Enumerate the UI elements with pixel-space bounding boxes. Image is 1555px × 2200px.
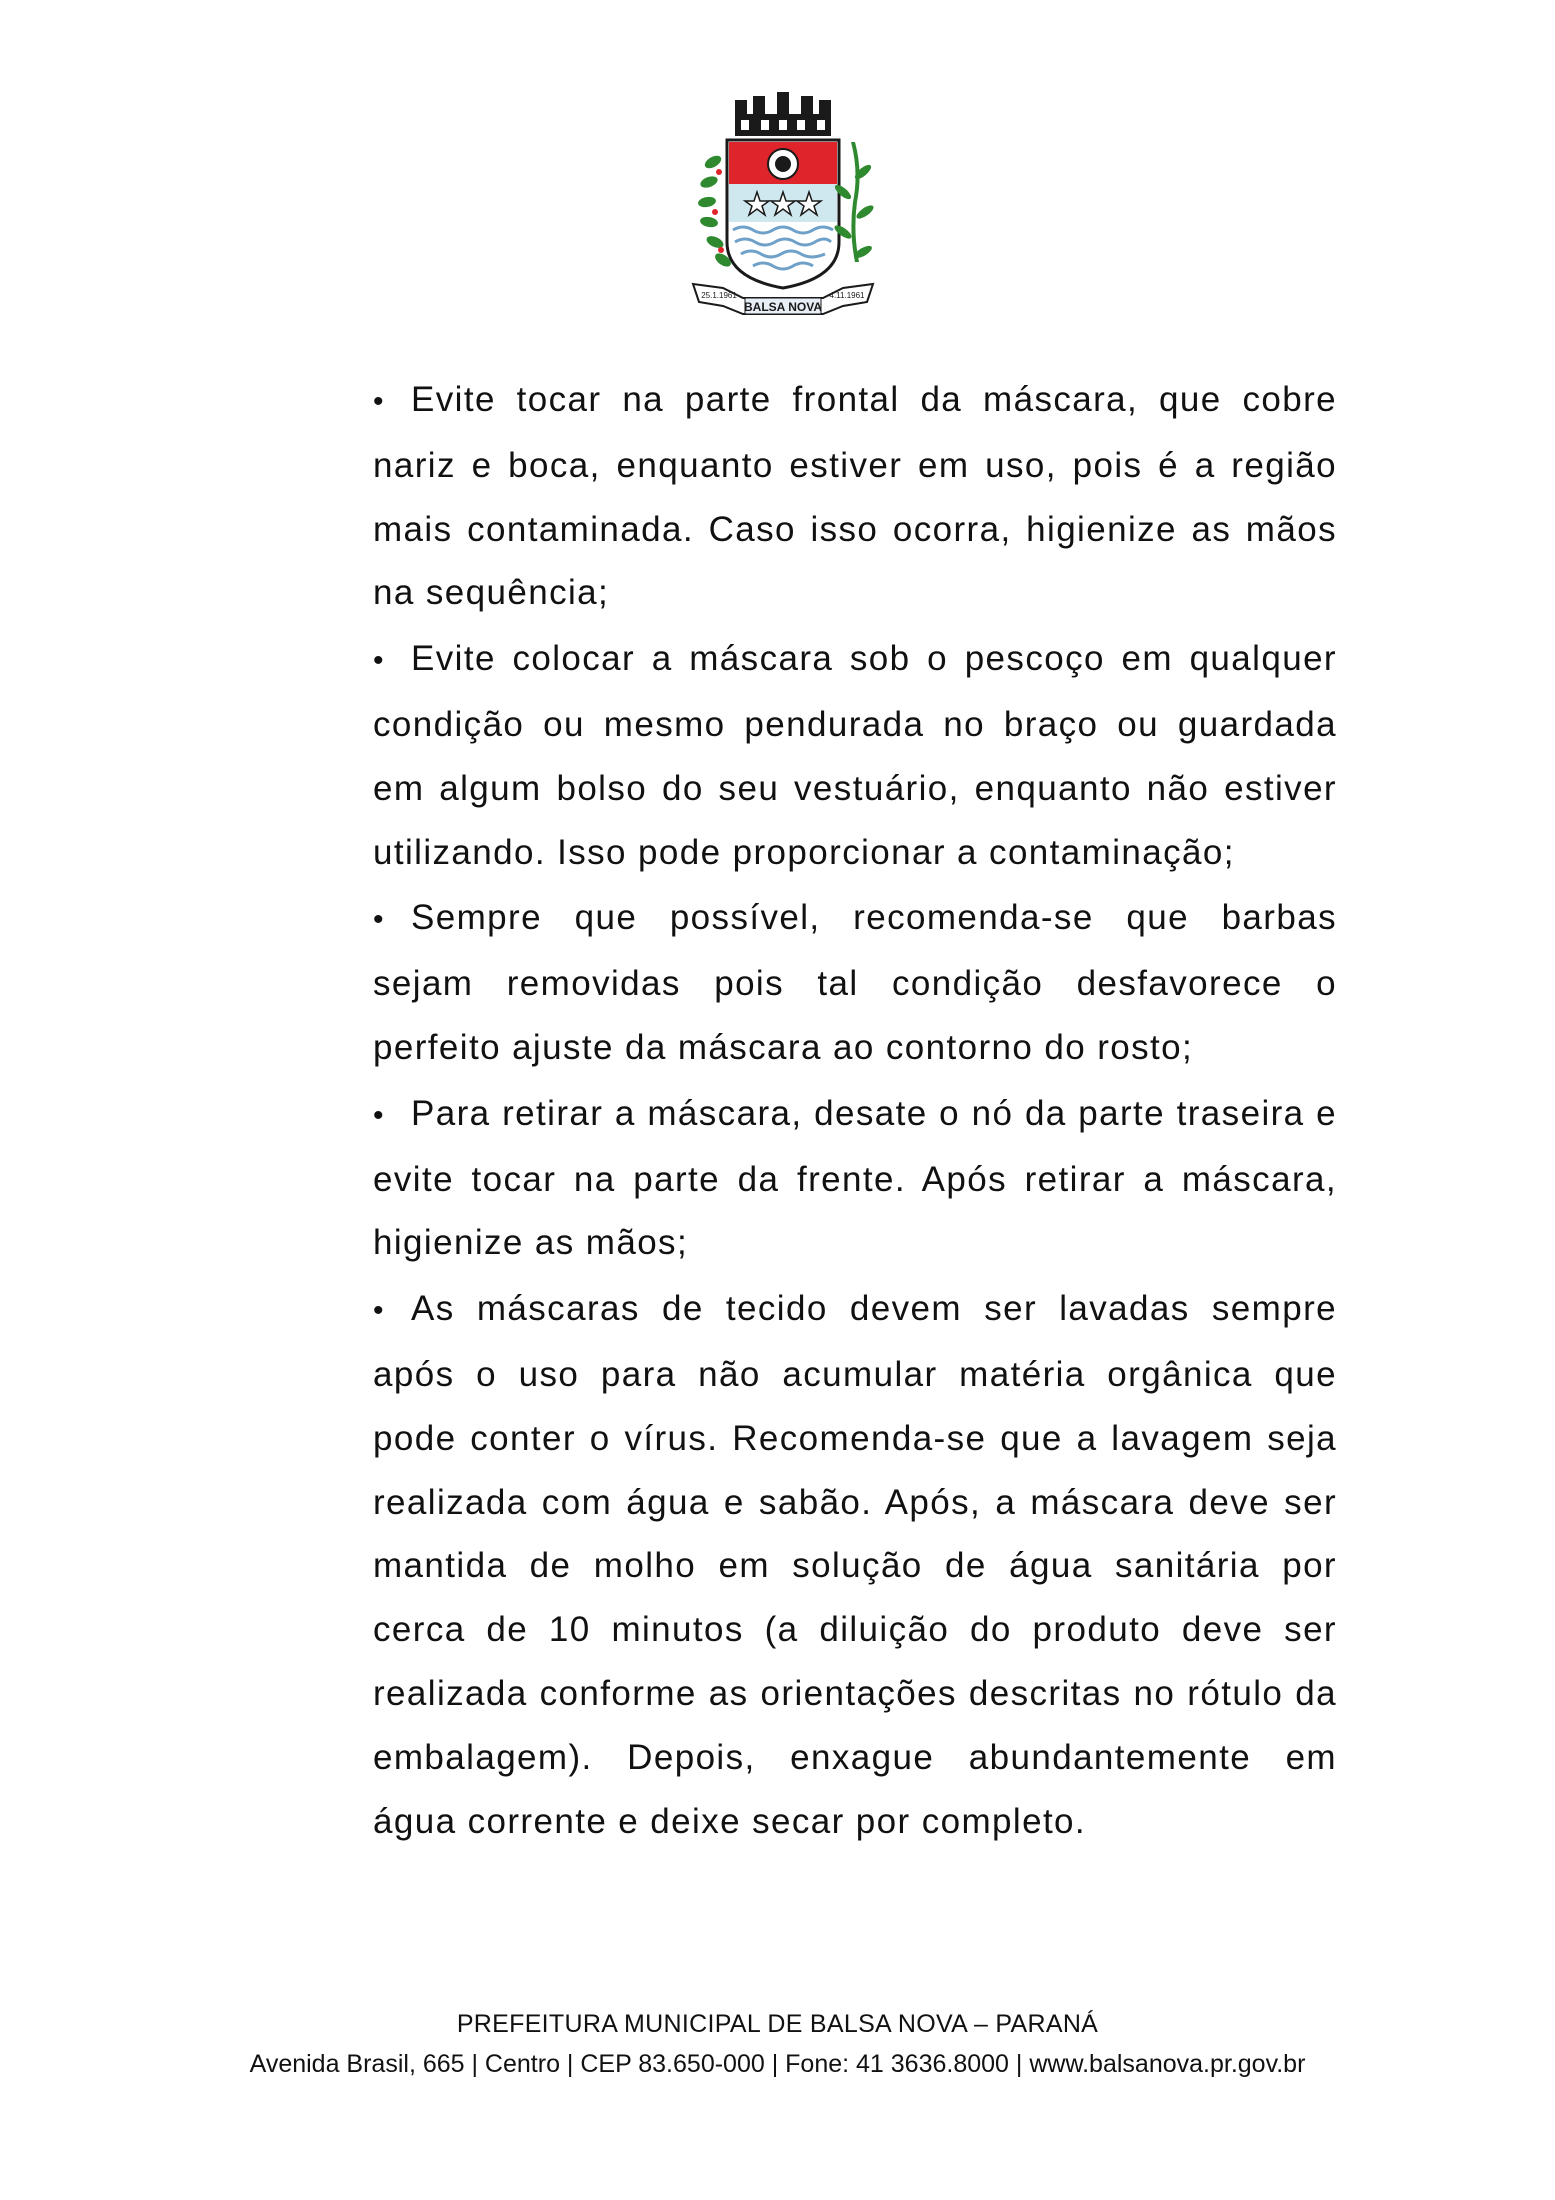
crown-icon (735, 92, 831, 136)
crest-date-left: 25.1.1961 (701, 291, 737, 300)
bullet-marker: • (373, 385, 385, 418)
coat-of-arms-icon (683, 92, 883, 324)
bullet-item (373, 368, 1337, 625)
bullet-text: As máscaras de tecido devem ser lavadas sempre após o uso para não acumular matéria orgânica que pode conter o vírus. Recomenda-se que a lavagem seja realizada com água e sabão. Após, a máscara deve ser mantida de molho em solução de água sanitária por cerca de 10 minutos (a diluição do produto deve ser realizada conforme as orientações descritas no rótulo da embalagem). Depois, enxague abundantemente em água corrente e deixe secar por completo. (373, 1289, 1337, 1841)
footer-title: PREFEITURA MUNICIPAL DE BALSA NOVA – PARANÁ (456, 2010, 1099, 2038)
footer-address: Avenida Brasil, 665 | Centro | CEP 83.650-000 | Fone: 41 3636.8000 | www.balsanova.pr.gov.br (249, 2050, 1306, 2078)
crest-date-right: 4.11.1961 (829, 291, 865, 300)
bullet-item (373, 1082, 1337, 1275)
bullet-text: Evite colocar a máscara sob o pescoço em qualquer condição ou mesmo pendurada no braço ou guardada em algum bolso do seu vestuário, enquanto não estiver utilizando. Isso pode proporcionar a contaminação; (373, 639, 1337, 872)
bullet-marker: • (373, 1098, 385, 1132)
bullet-marker: • (373, 644, 385, 678)
bullet-item (373, 627, 1337, 884)
bullet-text: Para retirar a máscara, desate o nó da parte traseira e evite tocar na parte da frente. Após retirar a máscara, higienize as mãos; (373, 1093, 1337, 1263)
bullet-text: Evite tocar na parte frontal da máscara, que cobre nariz e boca, enquanto estiver em uso, pois é a região mais contaminada. Caso isso ocorra, higienize as mãos na sequência; (373, 380, 1337, 613)
bullet-text: Sempre que possível, recomenda-se que barbas sejam removidas pois tal condição desfavorece o perfeito ajuste da máscara ao contorno do rosto; (373, 898, 1337, 1067)
bullet-marker: • (373, 1294, 385, 1328)
crest-banner-text: BALSA NOVA (744, 300, 822, 314)
document-body (373, 368, 1337, 1855)
bullet-item (373, 886, 1337, 1079)
bullet-item (373, 1277, 1337, 1853)
bullet-marker: • (373, 903, 385, 937)
